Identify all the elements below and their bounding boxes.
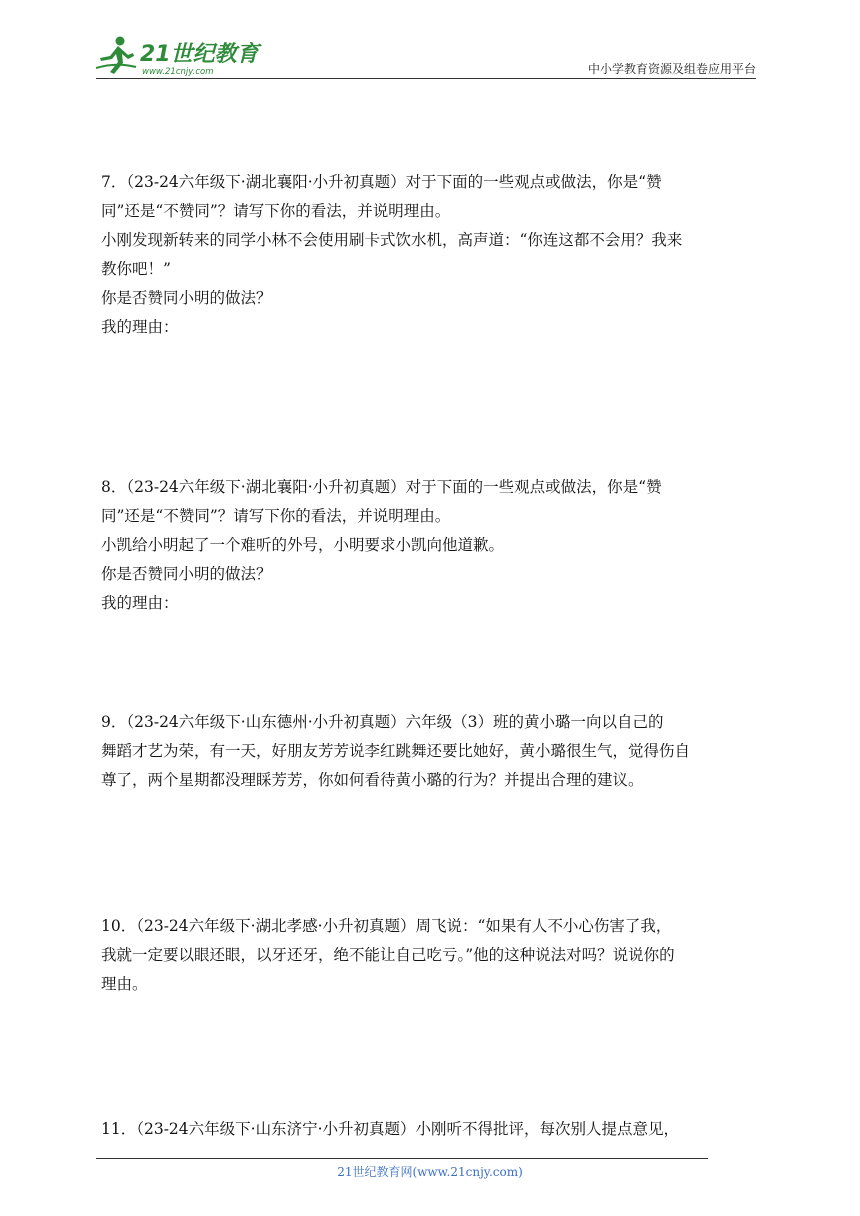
question-11 bbox=[101, 1115, 761, 1144]
question-line: 7．（23-24六年级下·湖北襄阳·小升初真题）对于下面的一些观点或做法，你是“赞 bbox=[101, 173, 662, 191]
question-line: 9．（23-24六年级下·山东德州·小升初真题）六年级（3）班的黄小璐一向以自己的 bbox=[101, 713, 664, 731]
question-line: 尊了，两个星期都没理睬芳芳，你如何看待黄小璐的行为？并提出合理的建议。 bbox=[101, 771, 644, 789]
question-8 bbox=[101, 473, 761, 618]
footer-text: 21世纪教育网(www.21cnjy.com) bbox=[337, 1165, 523, 1179]
logo-brand-text: 21世纪教育 bbox=[140, 42, 259, 67]
question-line: 理由。 bbox=[101, 975, 148, 993]
question-9 bbox=[101, 708, 761, 795]
platform-name: 中小学教育资源及组卷应用平台 bbox=[587, 62, 756, 76]
question-line: 我就一定要以眼还眼，以牙还牙，绝不能让自己吃亏。”他的这种说法对吗？说说你的 bbox=[101, 946, 675, 964]
question-line: 同”还是“不赞同”？请写下你的看法，并说明理由。 bbox=[101, 507, 451, 525]
question-line: 小刚发现新转来的同学小林不会使用刷卡式饮水机，高声道：“你连这都不会用？我来 bbox=[101, 231, 683, 249]
question-line: 8．（23-24六年级下·湖北襄阳·小升初真题）对于下面的一些观点或做法，你是“赞 bbox=[101, 478, 662, 496]
question-7 bbox=[101, 168, 761, 342]
brand-logo bbox=[96, 34, 266, 76]
question-10 bbox=[101, 912, 761, 999]
footer-divider bbox=[96, 1158, 708, 1159]
logo-url-text: www.21cnjy.com bbox=[142, 67, 214, 76]
question-line: 我的理由： bbox=[101, 318, 179, 336]
question-line: 我的理由： bbox=[101, 594, 179, 612]
question-line: 11．（23-24六年级下·山东济宁·小升初真题）小刚听不得批评，每次别人提点意见， bbox=[101, 1120, 680, 1138]
question-line: 你是否赞同小明的做法？ bbox=[101, 289, 272, 307]
question-line: 同”还是“不赞同”？请写下你的看法，并说明理由。 bbox=[101, 202, 451, 220]
question-line: 教你吧！” bbox=[101, 260, 171, 278]
header-divider bbox=[96, 78, 756, 79]
question-line: 小凯给小明起了一个难听的外号，小明要求小凯向他道歉。 bbox=[101, 536, 505, 554]
question-line: 舞蹈才艺为荣，有一天，好朋友芳芳说李红跳舞还要比她好，黄小璐很生气，觉得伤自 bbox=[101, 742, 691, 760]
question-line: 10．（23-24六年级下·湖北孝感·小升初真题）周飞说：“如果有人不小心伤害了我， bbox=[101, 917, 672, 935]
page-header bbox=[96, 30, 756, 78]
runner-logo-icon bbox=[96, 34, 266, 76]
question-line: 你是否赞同小明的做法？ bbox=[101, 565, 272, 583]
